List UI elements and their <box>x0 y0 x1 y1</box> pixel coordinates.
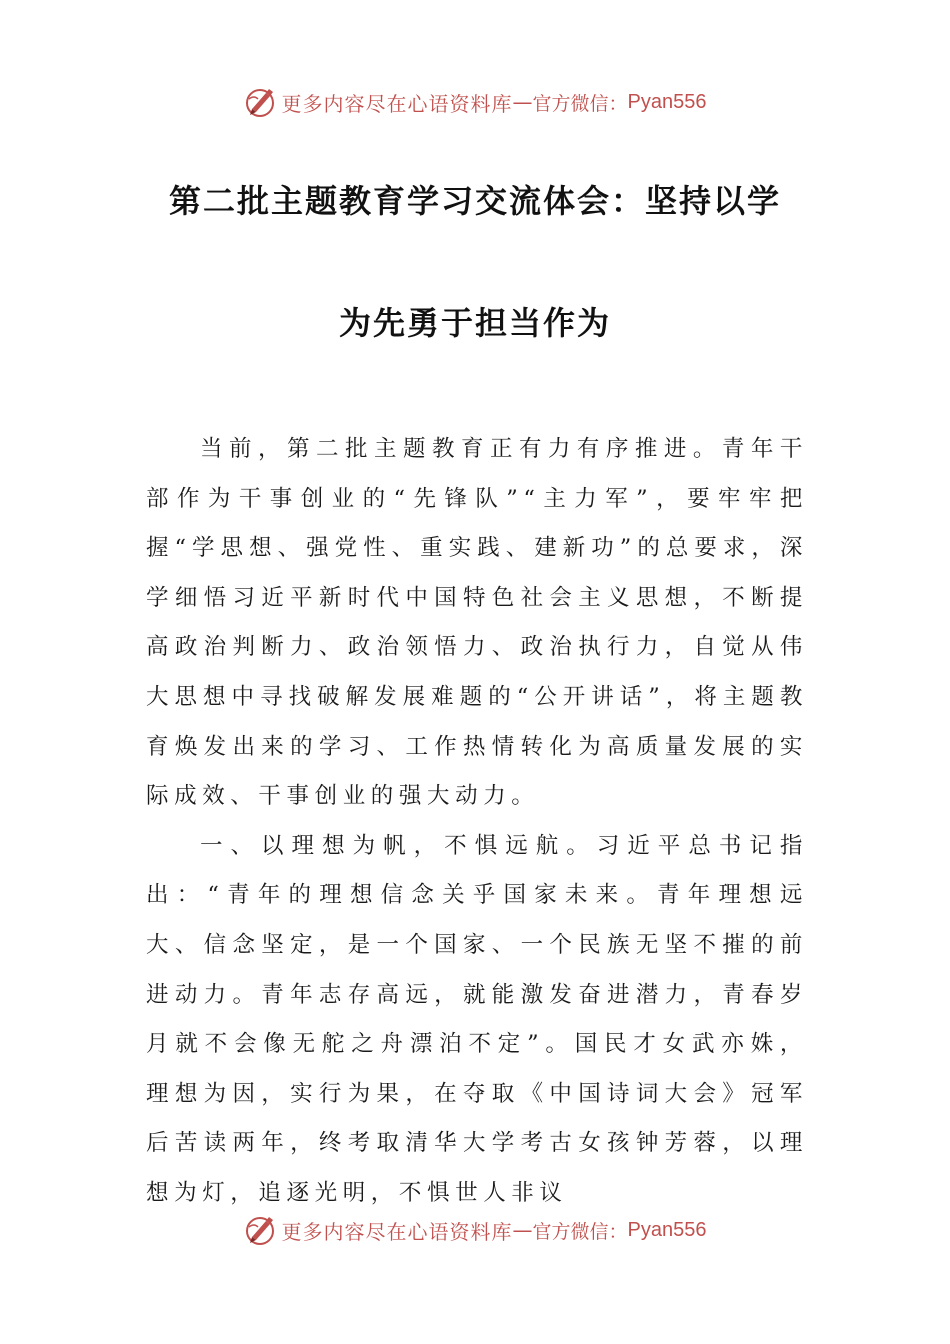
pen-logo-icon <box>244 85 278 119</box>
document-title-line1: 第二批主题教育学习交流体会：坚持以学 <box>168 182 781 220</box>
paragraph: 一、以理想为帆，不惧远航。习近平总书记指出：“青年的理想信念关乎国家未来。青年理想远大、信念坚定，是一个国家、一个民族无坚不摧的前进动力。青年志存高远，就能激发奋进潜力，青春岁月就不会像无舵之舟漂泊不定”。国民才女武亦姝，理想为因，实行为果，在夺取《中国诗词大会》冠军后苦读两年，终考取清华大学考古女孩钟芳蓉，以理想为灯，追逐光明，不惧世人非议 <box>146 832 808 1206</box>
pen-logo-icon <box>244 1213 278 1247</box>
document-title-line2: 为先勇于担当作为 <box>338 304 611 342</box>
footer-wechat-label: 官方微信： <box>532 1220 628 1243</box>
footer-banner <box>0 1210 950 1250</box>
document-body <box>146 425 808 1219</box>
header-wechat-id: Pyan556 <box>627 90 707 113</box>
footer-banner-separator: — <box>512 1218 533 1242</box>
paragraph: 当前，第二批主题教育正有力有序推进。青年干部作为干事创业的“先锋队”“主力军”，要牢牢把握“学思想、强党性、重实践、建新功”的总要求，深学细悟习近平新时代中国特色社会主义思想，不断提高政治判断力、政治领悟力、政治执行力，自觉从伟大思想中寻找破解发展难题的“公开讲话”，将主题教育焕发出来的学习、工作热情转化为高质量发展的实际成效、干事创业的强大动力。 <box>146 436 808 810</box>
footer-wechat-id: Pyan556 <box>627 1218 707 1241</box>
footer-banner-text: 更多内容尽在心语资料库 <box>281 1219 513 1244</box>
header-banner-separator: — <box>512 90 533 114</box>
header-wechat-label: 官方微信： <box>532 92 628 115</box>
header-banner-text: 更多内容尽在心语资料库 <box>281 91 513 116</box>
header-banner <box>0 82 950 122</box>
